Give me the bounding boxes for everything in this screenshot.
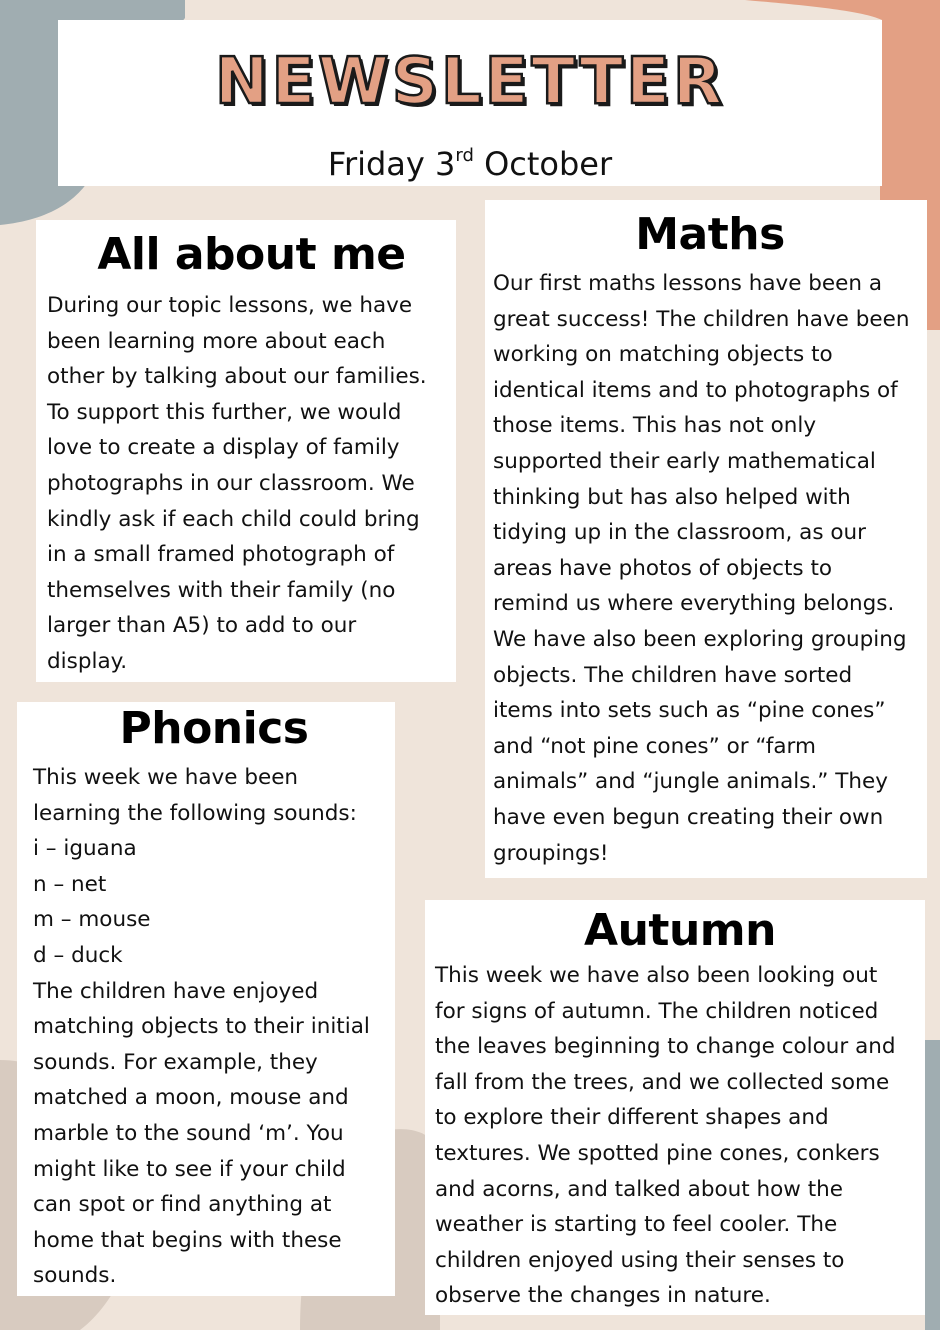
body-line: and acorns, and talked about how the xyxy=(435,1176,843,1202)
body-line: groupings! xyxy=(493,840,609,866)
section-body xyxy=(33,760,395,1294)
section-heading: Phonics xyxy=(119,703,309,754)
body-line: other by talking about our families. xyxy=(47,364,427,390)
body-line: might like to see if your child xyxy=(33,1156,346,1182)
body-line: identical items and to photographs of xyxy=(493,377,898,403)
date-day: Friday 3 xyxy=(327,145,456,183)
body-line: observe the changes in nature. xyxy=(435,1283,771,1309)
body-line: have even begun creating their own xyxy=(493,804,884,830)
newsletter-title: NEWSLETTER xyxy=(214,45,726,119)
newsletter-header xyxy=(58,20,882,186)
body-line: sounds. xyxy=(33,1263,117,1289)
body-line: can spot or find anything at xyxy=(33,1192,332,1218)
section-phonics xyxy=(17,702,395,1296)
section-body xyxy=(435,958,925,1314)
body-line: d – duck xyxy=(33,942,123,968)
body-line: learning the following sounds: xyxy=(33,800,357,826)
section-autumn xyxy=(425,900,925,1315)
body-line: been learning more about each xyxy=(47,328,386,354)
body-line: The children have enjoyed xyxy=(33,978,319,1004)
date-ordinal: rd xyxy=(455,145,474,166)
body-line: marble to the sound ‘m’. You xyxy=(33,1120,344,1146)
body-line: kindly ask if each child could bring xyxy=(47,506,420,532)
body-line: thinking but has also helped with xyxy=(493,484,851,510)
body-line: textures. We spotted pine cones, conkers xyxy=(435,1140,880,1166)
body-line: We have also been exploring grouping xyxy=(493,626,907,652)
body-line: areas have photos of objects to xyxy=(493,555,833,581)
section-heading: Maths xyxy=(635,209,785,260)
body-line: animals” and “jungle animals.” They xyxy=(493,769,888,795)
section-body xyxy=(47,288,456,680)
body-line: those items. This has not only xyxy=(493,413,817,439)
body-line: photographs in our classroom. We xyxy=(47,470,415,496)
body-line: tidying up in the classroom, as our xyxy=(493,520,867,546)
body-line: working on matching objects to xyxy=(493,342,833,368)
body-line: remind us where everything belongs. xyxy=(493,591,895,617)
body-line: matching objects to their initial xyxy=(33,1014,370,1040)
section-all-about-me xyxy=(36,220,456,682)
grey-blob-right xyxy=(925,1040,940,1330)
body-line: home that begins with these xyxy=(33,1227,342,1253)
body-line: themselves with their family (no xyxy=(47,577,396,603)
body-line: weather is starting to feel cooler. The xyxy=(435,1212,838,1238)
body-line: in a small framed photograph of xyxy=(47,542,395,568)
body-line: To support this further, we would xyxy=(47,399,402,425)
body-line: m – mouse xyxy=(33,907,151,933)
body-line: to explore their different shapes and xyxy=(435,1105,829,1131)
body-line: objects. The children have sorted xyxy=(493,662,853,688)
body-line: larger than A5) to add to our xyxy=(47,613,357,639)
body-line: Our first maths lessons have been a xyxy=(493,271,883,296)
body-line: i – iguana xyxy=(33,836,137,862)
section-heading: Autumn xyxy=(584,905,776,956)
body-line: This week we have been xyxy=(33,765,299,790)
body-line: the leaves beginning to change colour and xyxy=(435,1034,896,1060)
body-line: great success! The children have been xyxy=(493,306,910,332)
body-line: fall from the trees, and we collected some xyxy=(435,1069,890,1095)
body-line: items into sets such as “pine cones” xyxy=(493,698,886,724)
body-line: display. xyxy=(47,648,128,674)
date-month: October xyxy=(473,145,613,183)
newsletter-date xyxy=(58,144,882,184)
section-heading: All about me xyxy=(97,229,406,280)
section-body xyxy=(493,266,927,871)
body-line: and “not pine cones” or “farm xyxy=(493,733,816,759)
body-line: sounds. For example, they xyxy=(33,1049,318,1075)
body-line: supported their early mathematical xyxy=(493,448,876,474)
body-line: n – net xyxy=(33,871,107,897)
body-line: matched a moon, mouse and xyxy=(33,1085,349,1111)
body-line: During our topic lessons, we have xyxy=(47,293,413,318)
body-line: This week we have also been looking out xyxy=(435,963,878,988)
body-line: children enjoyed using their senses to xyxy=(435,1247,845,1273)
section-maths xyxy=(485,200,927,878)
body-line: love to create a display of family xyxy=(47,435,400,461)
body-line: for signs of autumn. The children noticed xyxy=(435,998,879,1024)
